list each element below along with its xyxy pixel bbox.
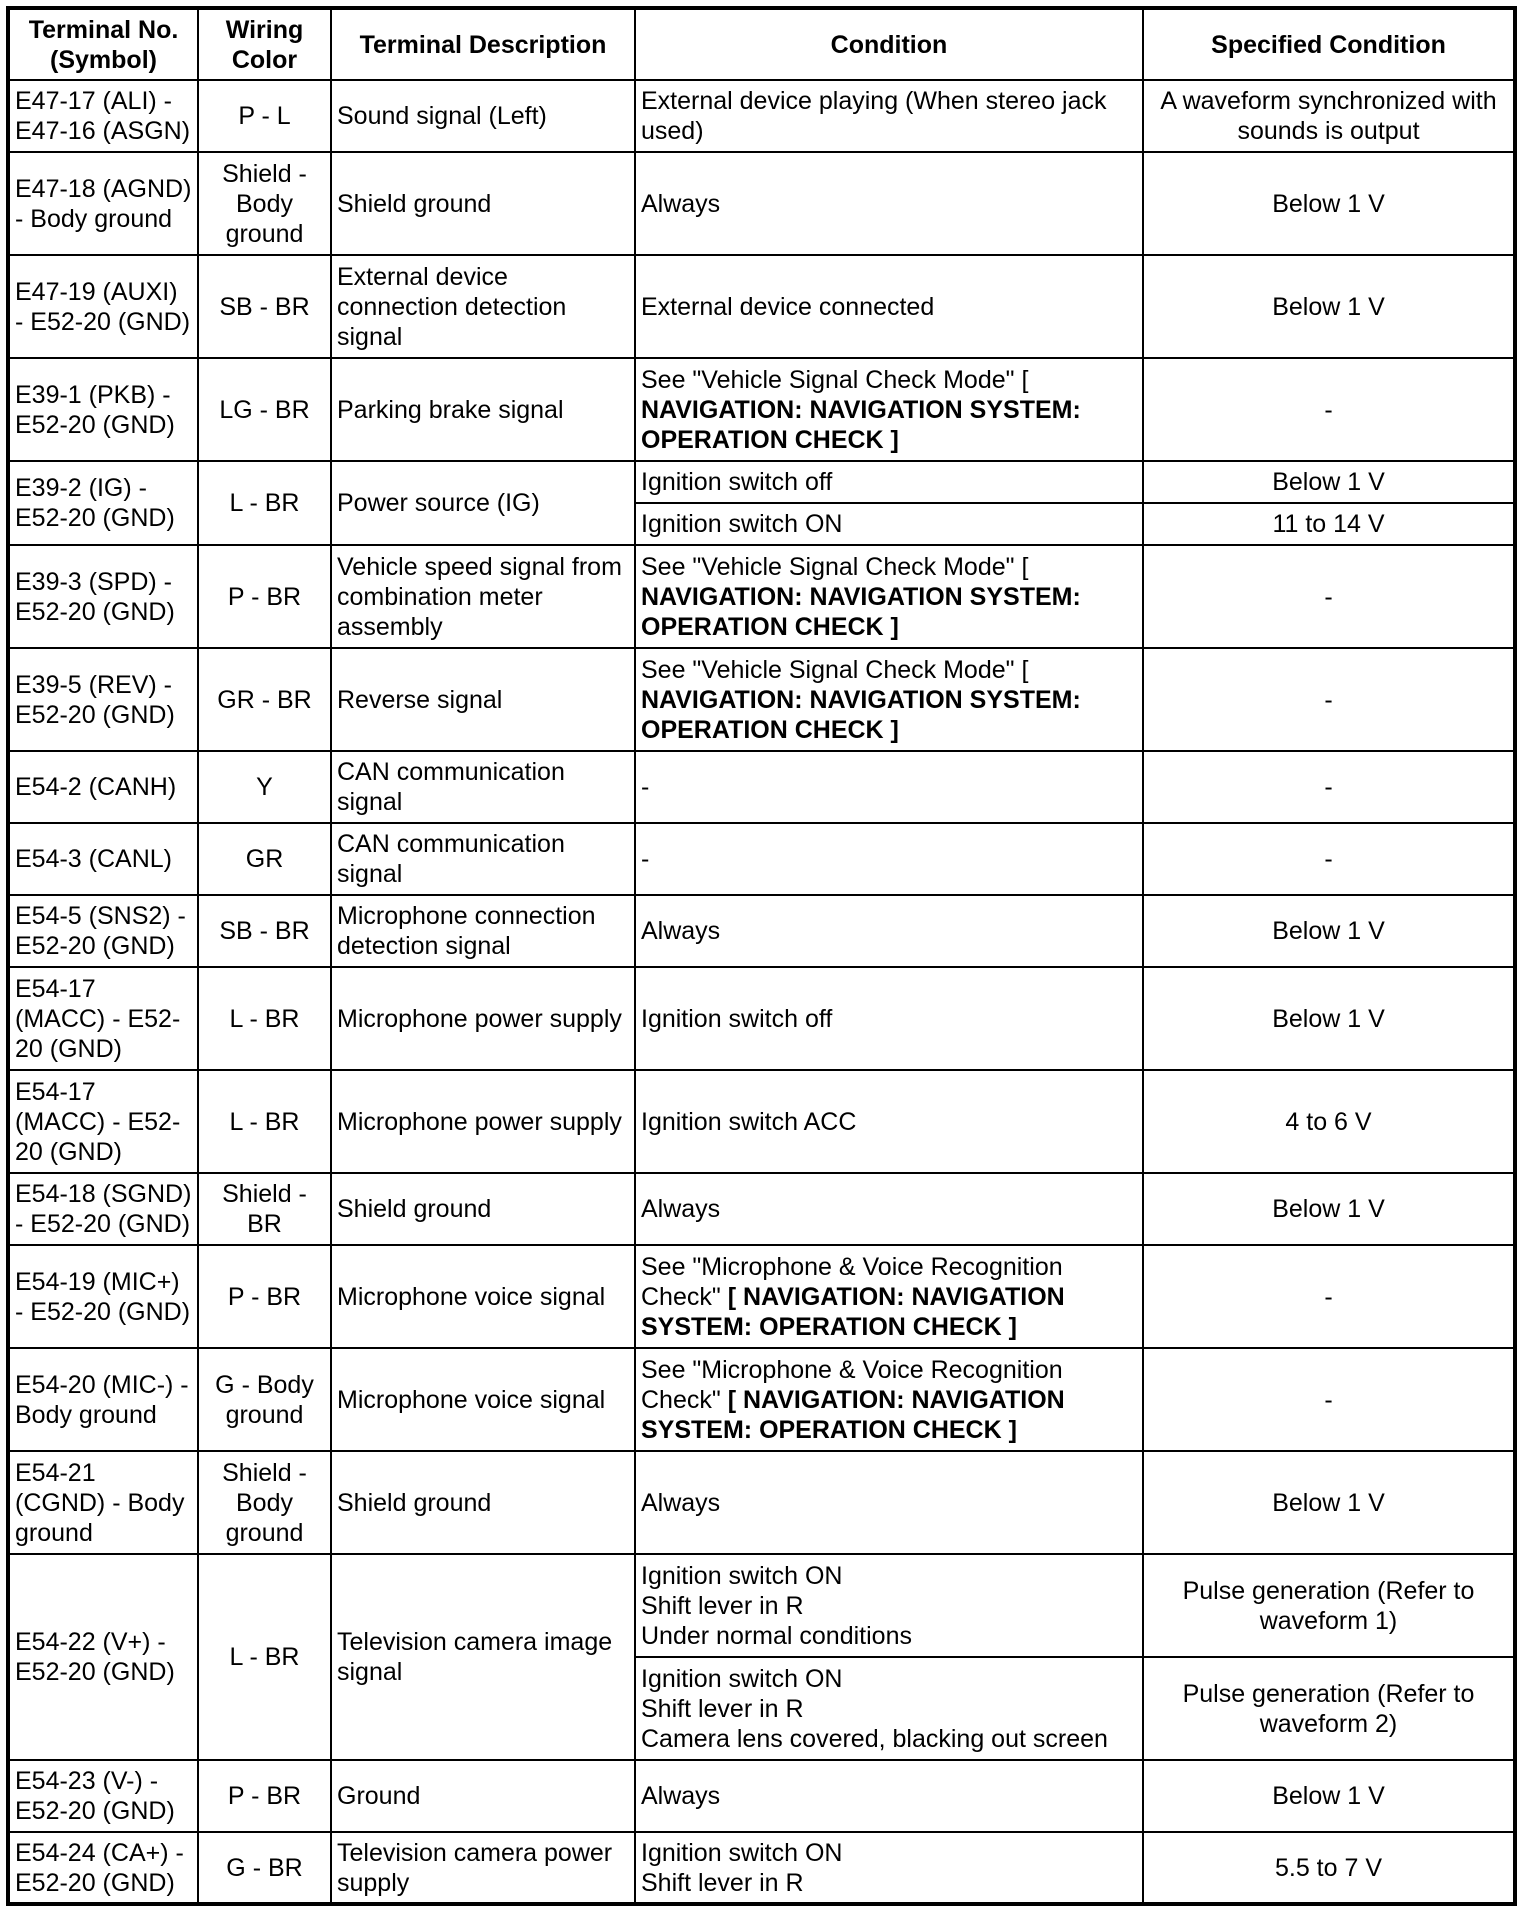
description-cell: Reverse signal bbox=[331, 648, 635, 751]
table-row bbox=[8, 358, 1515, 461]
wiring-color-cell: Shield - BR bbox=[198, 1173, 331, 1245]
table-row bbox=[8, 1173, 1515, 1245]
terminal-spec-table bbox=[6, 6, 1517, 1906]
table-row bbox=[8, 152, 1515, 255]
reference-link-text: NAVIGATION: NAVIGATION SYSTEM: OPERATION CHECK ] bbox=[641, 395, 1081, 454]
description-cell: Microphone power supply bbox=[331, 1070, 635, 1173]
wiring-color-cell: Shield - Body ground bbox=[198, 1451, 331, 1554]
terminal-cell: E39-5 (REV) - E52-20 (GND) bbox=[8, 648, 198, 751]
spec-cell: Pulse generation (Refer to waveform 1) bbox=[1143, 1554, 1515, 1657]
description-cell: Television camera power supply bbox=[331, 1832, 635, 1904]
description-cell: Microphone power supply bbox=[331, 967, 635, 1070]
condition-cell: Ignition switch ACC bbox=[635, 1070, 1143, 1173]
header-wiring-color: Wiring Color bbox=[198, 8, 331, 80]
condition-cell: Ignition switch off bbox=[635, 461, 1143, 503]
spec-cell: 4 to 6 V bbox=[1143, 1070, 1515, 1173]
condition-text: See "Vehicle Signal Check Mode" [ bbox=[641, 552, 1029, 581]
spec-cell: Below 1 V bbox=[1143, 255, 1515, 358]
spec-cell: Below 1 V bbox=[1143, 1451, 1515, 1554]
wiring-color-cell: L - BR bbox=[198, 461, 331, 545]
wiring-color-cell: SB - BR bbox=[198, 255, 331, 358]
table-row bbox=[8, 255, 1515, 358]
table-row bbox=[8, 80, 1515, 152]
header-row bbox=[8, 8, 1515, 80]
table-row bbox=[8, 545, 1515, 648]
condition-cell bbox=[635, 358, 1143, 461]
condition-cell bbox=[635, 545, 1143, 648]
terminal-cell: E54-22 (V+) - E52-20 (GND) bbox=[8, 1554, 198, 1760]
wiring-color-cell: Y bbox=[198, 751, 331, 823]
description-cell: Sound signal (Left) bbox=[331, 80, 635, 152]
condition-text: See "Microphone & Voice Recognition Check" bbox=[641, 1355, 1063, 1414]
header-terminal: Terminal No. (Symbol) bbox=[8, 8, 198, 80]
table-row bbox=[8, 823, 1515, 895]
description-cell: Microphone voice signal bbox=[331, 1245, 635, 1348]
spec-cell: Below 1 V bbox=[1143, 152, 1515, 255]
terminal-cell: E54-21 (CGND) - Body ground bbox=[8, 1451, 198, 1554]
wiring-color-cell: L - BR bbox=[198, 1554, 331, 1760]
wiring-color-cell: P - BR bbox=[198, 545, 331, 648]
wiring-color-cell: GR bbox=[198, 823, 331, 895]
spec-cell: - bbox=[1143, 751, 1515, 823]
condition-text: See "Microphone & Voice Recognition Check" bbox=[641, 1252, 1063, 1311]
terminal-cell: E47-17 (ALI) - E47-16 (ASGN) bbox=[8, 80, 198, 152]
wiring-color-cell: L - BR bbox=[198, 1070, 331, 1173]
description-cell: Shield ground bbox=[331, 1451, 635, 1554]
spec-cell: - bbox=[1143, 358, 1515, 461]
spec-cell: - bbox=[1143, 1348, 1515, 1451]
condition-line: Shift lever in R bbox=[641, 1868, 804, 1897]
condition-cell: - bbox=[635, 823, 1143, 895]
reference-link-text: NAVIGATION: NAVIGATION SYSTEM: OPERATION CHECK ] bbox=[641, 582, 1081, 641]
condition-cell: Always bbox=[635, 1451, 1143, 1554]
terminal-cell: E54-5 (SNS2) - E52-20 (GND) bbox=[8, 895, 198, 967]
description-cell: Ground bbox=[331, 1760, 635, 1832]
condition-cell bbox=[635, 1832, 1143, 1904]
table-row bbox=[8, 648, 1515, 751]
wiring-color-cell: G - BR bbox=[198, 1832, 331, 1904]
wiring-color-cell: SB - BR bbox=[198, 895, 331, 967]
terminal-cell: E54-17 (MACC) - E52-20 (GND) bbox=[8, 967, 198, 1070]
description-cell: Shield ground bbox=[331, 152, 635, 255]
condition-cell: External device connected bbox=[635, 255, 1143, 358]
reference-link-text: [ NAVIGATION: NAVIGATION SYSTEM: OPERATION CHECK ] bbox=[641, 1282, 1065, 1341]
spec-cell: - bbox=[1143, 823, 1515, 895]
condition-line: Under normal conditions bbox=[641, 1621, 912, 1650]
condition-cell: Always bbox=[635, 895, 1143, 967]
table-row bbox=[8, 1070, 1515, 1173]
description-cell: Microphone connection detection signal bbox=[331, 895, 635, 967]
wiring-color-cell: LG - BR bbox=[198, 358, 331, 461]
terminal-spec-document bbox=[6, 6, 1513, 1899]
wiring-color-cell: P - L bbox=[198, 80, 331, 152]
spec-cell: - bbox=[1143, 545, 1515, 648]
condition-cell: External device playing (When stereo jack used) bbox=[635, 80, 1143, 152]
terminal-cell: E39-1 (PKB) - E52-20 (GND) bbox=[8, 358, 198, 461]
condition-line: Ignition switch ON bbox=[641, 1664, 843, 1693]
terminal-cell: E39-2 (IG) - E52-20 (GND) bbox=[8, 461, 198, 545]
header-specified-condition: Specified Condition bbox=[1143, 8, 1515, 80]
wiring-color-cell: P - BR bbox=[198, 1245, 331, 1348]
condition-cell: Ignition switch ON bbox=[635, 503, 1143, 545]
description-cell: Parking brake signal bbox=[331, 358, 635, 461]
spec-cell: Below 1 V bbox=[1143, 1760, 1515, 1832]
condition-line: Shift lever in R bbox=[641, 1591, 804, 1620]
terminal-cell: E54-2 (CANH) bbox=[8, 751, 198, 823]
condition-text: See "Vehicle Signal Check Mode" [ bbox=[641, 655, 1029, 684]
table-row bbox=[8, 461, 1515, 503]
condition-cell bbox=[635, 1554, 1143, 1657]
terminal-cell: E54-20 (MIC-) - Body ground bbox=[8, 1348, 198, 1451]
description-cell: Microphone voice signal bbox=[331, 1348, 635, 1451]
condition-text: See "Vehicle Signal Check Mode" [ bbox=[641, 365, 1029, 394]
spec-cell: Below 1 V bbox=[1143, 895, 1515, 967]
condition-cell bbox=[635, 648, 1143, 751]
terminal-cell: E54-24 (CA+) - E52-20 (GND) bbox=[8, 1832, 198, 1904]
terminal-cell: E54-18 (SGND) - E52-20 (GND) bbox=[8, 1173, 198, 1245]
spec-cell: Below 1 V bbox=[1143, 461, 1515, 503]
reference-link-text: NAVIGATION: NAVIGATION SYSTEM: OPERATION CHECK ] bbox=[641, 685, 1081, 744]
terminal-cell: E47-18 (AGND) - Body ground bbox=[8, 152, 198, 255]
description-cell: CAN communication signal bbox=[331, 823, 635, 895]
condition-cell bbox=[635, 1348, 1143, 1451]
spec-cell: Below 1 V bbox=[1143, 1173, 1515, 1245]
table-row bbox=[8, 967, 1515, 1070]
table-row bbox=[8, 1832, 1515, 1904]
condition-line: Ignition switch ON bbox=[641, 1838, 843, 1867]
terminal-cell: E54-19 (MIC+) - E52-20 (GND) bbox=[8, 1245, 198, 1348]
header-condition: Condition bbox=[635, 8, 1143, 80]
description-cell: Shield ground bbox=[331, 1173, 635, 1245]
table-row bbox=[8, 1451, 1515, 1554]
wiring-color-cell: GR - BR bbox=[198, 648, 331, 751]
wiring-color-cell: P - BR bbox=[198, 1760, 331, 1832]
condition-cell bbox=[635, 1245, 1143, 1348]
table-row bbox=[8, 1348, 1515, 1451]
wiring-color-cell: Shield - Body ground bbox=[198, 152, 331, 255]
table-row bbox=[8, 751, 1515, 823]
terminal-cell: E54-17 (MACC) - E52-20 (GND) bbox=[8, 1070, 198, 1173]
header-description: Terminal Description bbox=[331, 8, 635, 80]
reference-link-text: [ NAVIGATION: NAVIGATION SYSTEM: OPERATION CHECK ] bbox=[641, 1385, 1065, 1444]
description-cell: External device connection detection signal bbox=[331, 255, 635, 358]
wiring-color-cell: G - Body ground bbox=[198, 1348, 331, 1451]
description-cell: Vehicle speed signal from combination meter assembly bbox=[331, 545, 635, 648]
condition-line: Camera lens covered, blacking out screen bbox=[641, 1724, 1108, 1753]
table-row bbox=[8, 1245, 1515, 1348]
spec-cell: Pulse generation (Refer to waveform 2) bbox=[1143, 1657, 1515, 1760]
terminal-cell: E54-3 (CANL) bbox=[8, 823, 198, 895]
condition-cell bbox=[635, 1657, 1143, 1760]
condition-line: Ignition switch ON bbox=[641, 1561, 843, 1590]
condition-cell: Always bbox=[635, 1173, 1143, 1245]
spec-cell: 5.5 to 7 V bbox=[1143, 1832, 1515, 1904]
spec-cell: 11 to 14 V bbox=[1143, 503, 1515, 545]
spec-cell: A waveform synchronized with sounds is output bbox=[1143, 80, 1515, 152]
terminal-cell: E47-19 (AUXI) - E52-20 (GND) bbox=[8, 255, 198, 358]
description-cell: CAN communication signal bbox=[331, 751, 635, 823]
description-cell: Television camera image signal bbox=[331, 1554, 635, 1760]
description-cell: Power source (IG) bbox=[331, 461, 635, 545]
table-row bbox=[8, 895, 1515, 967]
terminal-cell: E39-3 (SPD) - E52-20 (GND) bbox=[8, 545, 198, 648]
wiring-color-cell: L - BR bbox=[198, 967, 331, 1070]
spec-cell: - bbox=[1143, 648, 1515, 751]
condition-cell: Always bbox=[635, 152, 1143, 255]
table-row bbox=[8, 1760, 1515, 1832]
table-row bbox=[8, 1554, 1515, 1657]
spec-cell: Below 1 V bbox=[1143, 967, 1515, 1070]
spec-cell: - bbox=[1143, 1245, 1515, 1348]
condition-line: Shift lever in R bbox=[641, 1694, 804, 1723]
terminal-cell: E54-23 (V-) - E52-20 (GND) bbox=[8, 1760, 198, 1832]
condition-cell: Ignition switch off bbox=[635, 967, 1143, 1070]
condition-cell: - bbox=[635, 751, 1143, 823]
condition-cell: Always bbox=[635, 1760, 1143, 1832]
